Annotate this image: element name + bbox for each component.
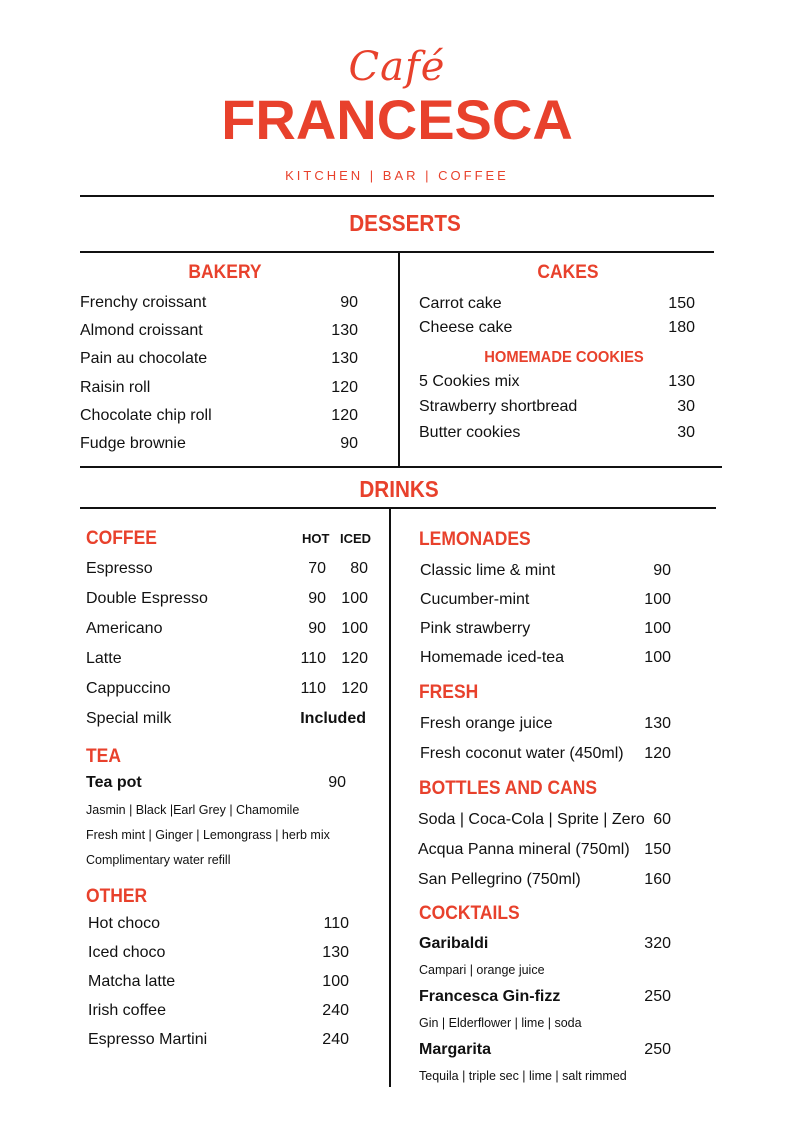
- item-name: Special milk: [86, 710, 172, 727]
- item-name: Francesca Gin-fizz: [419, 988, 561, 1005]
- item-price: 100: [644, 649, 671, 666]
- tea-row: [86, 774, 346, 794]
- item-name: Cucumber-mint: [420, 591, 530, 608]
- item-name: Pain au chocolate: [80, 350, 208, 367]
- item-name: San Pellegrino (750ml): [418, 871, 581, 888]
- item-price: 320: [644, 935, 671, 952]
- menu-item-row: [88, 915, 349, 935]
- other-title: OTHER: [86, 886, 148, 907]
- menu-item-row: [419, 988, 671, 1008]
- menu-item-row: [420, 649, 671, 669]
- item-price: 150: [644, 841, 671, 858]
- item-note: Campari | orange juice: [419, 963, 545, 977]
- menu-item-row: [420, 620, 671, 640]
- menu-item-row: [419, 398, 695, 418]
- item-name: Butter cookies: [419, 424, 521, 441]
- item-price: 120: [331, 407, 358, 424]
- menu-item-row: [80, 322, 358, 342]
- menu-item-row: [86, 650, 376, 670]
- menu-item-row: [80, 379, 358, 399]
- item-price: 30: [677, 424, 695, 441]
- item-name: Cappuccino: [86, 680, 171, 697]
- item-name: Cheese cake: [419, 319, 513, 336]
- item-name: Almond croissant: [80, 322, 203, 339]
- coffee-hot-header: HOT: [302, 531, 330, 546]
- item-name: Double Espresso: [86, 590, 208, 607]
- item-price: 120: [644, 745, 671, 762]
- divider-drinks-vertical: [389, 507, 391, 1087]
- menu-item-row: [419, 1041, 671, 1061]
- item-price: 110: [300, 650, 326, 667]
- item-name: Raisin roll: [80, 379, 151, 396]
- divider-desserts: [80, 251, 714, 253]
- item-price-iced: 120: [341, 650, 368, 667]
- brand-tagline: KITCHEN | BAR | COFFEE: [285, 168, 509, 183]
- menu-item-row: [418, 871, 671, 891]
- item-price: 90: [308, 620, 326, 637]
- menu-item-row: [88, 1031, 349, 1051]
- menu-item-row: [86, 620, 376, 640]
- menu-item-row: [80, 350, 358, 370]
- lemonades-title: LEMONADES: [419, 529, 531, 550]
- item-price: 130: [644, 715, 671, 732]
- brand-name: FRANCESCA: [221, 88, 573, 151]
- menu-item-row: [420, 715, 671, 735]
- item-name: Latte: [86, 650, 122, 667]
- tea-note: Complimentary water refill: [86, 853, 231, 867]
- menu-item-row: [88, 1002, 349, 1022]
- tea-note: Fresh mint | Ginger | Lemongrass | herb mix: [86, 828, 330, 842]
- coffee-iced-header: ICED: [340, 531, 372, 546]
- item-name: Strawberry shortbread: [419, 398, 578, 415]
- item-price: 90: [340, 294, 358, 311]
- item-price: 90: [328, 774, 346, 791]
- menu-item-row: [80, 407, 358, 427]
- menu-item-row: [86, 560, 376, 580]
- item-name: Americano: [86, 620, 163, 637]
- divider-desserts-vertical: [398, 251, 400, 468]
- item-name: Espresso: [86, 560, 153, 577]
- menu-item-row: [419, 424, 695, 444]
- item-price: Included: [300, 710, 366, 727]
- item-price: 100: [644, 591, 671, 608]
- menu-item-row: [420, 745, 671, 765]
- item-name: Acqua Panna mineral (750ml): [418, 841, 630, 858]
- menu-item-row: [80, 435, 358, 455]
- item-name: Irish coffee: [88, 1002, 166, 1019]
- menu-item-row: [419, 295, 695, 315]
- item-name: Soda | Coca-Cola | Sprite | Zero: [418, 811, 645, 828]
- item-price: 100: [644, 620, 671, 637]
- item-price-iced: 100: [341, 590, 368, 607]
- item-name: Fresh coconut water (450ml): [420, 745, 624, 762]
- item-price: 90: [308, 590, 326, 607]
- bottles-title: BOTTLES AND CANS: [419, 778, 598, 799]
- menu-item-row: [418, 811, 671, 831]
- item-price: 250: [644, 988, 671, 1005]
- item-price: 90: [653, 562, 671, 579]
- item-note: Tequila | triple sec | lime | salt rimmed: [419, 1069, 627, 1083]
- item-price: 130: [331, 350, 358, 367]
- menu-item-row: [420, 591, 671, 611]
- cocktails-title: COCKTAILS: [419, 903, 520, 924]
- coffee-special-row: [86, 710, 376, 730]
- item-price-iced: 80: [350, 560, 368, 577]
- cookies-title: HOMEMADE COOKIES: [484, 349, 644, 366]
- desserts-title: DESSERTS: [349, 210, 461, 236]
- menu-item-row: [86, 680, 376, 700]
- item-price: 150: [668, 295, 695, 312]
- menu-item-row: [418, 841, 671, 861]
- item-name: Carrot cake: [419, 295, 502, 312]
- item-price: 160: [644, 871, 671, 888]
- item-name: Fudge brownie: [80, 435, 186, 452]
- item-price-iced: 100: [341, 620, 368, 637]
- item-price: 180: [668, 319, 695, 336]
- menu-item-row: [419, 373, 695, 393]
- tea-note: Jasmin | Black |Earl Grey | Chamomile: [86, 803, 300, 817]
- menu-item-row: [419, 935, 671, 955]
- item-name: Matcha latte: [88, 973, 176, 990]
- item-name: Homemade iced-tea: [420, 649, 565, 666]
- menu-item-row: [80, 294, 358, 314]
- item-note: Gin | Elderflower | lime | soda: [419, 1016, 582, 1030]
- item-price: 110: [300, 680, 326, 697]
- item-price: 240: [322, 1002, 349, 1019]
- menu-item-row: [419, 319, 695, 339]
- item-name: Pink strawberry: [420, 620, 531, 637]
- item-price: 30: [677, 398, 695, 415]
- item-price: 130: [331, 322, 358, 339]
- item-name: Iced choco: [88, 944, 166, 961]
- item-price: 100: [322, 973, 349, 990]
- item-name: Fresh orange juice: [420, 715, 553, 732]
- divider-drinks: [80, 507, 716, 509]
- item-price: 110: [323, 915, 349, 932]
- item-price: 240: [322, 1031, 349, 1048]
- item-name: Hot choco: [88, 915, 161, 932]
- item-price: 60: [653, 811, 671, 828]
- coffee-title: COFFEE: [86, 528, 157, 549]
- item-name: Tea pot: [86, 774, 142, 791]
- divider-drinks-top: [80, 466, 722, 468]
- item-name: Espresso Martini: [88, 1031, 208, 1048]
- item-price-iced: 120: [341, 680, 368, 697]
- item-name: Frenchy croissant: [80, 294, 207, 311]
- item-price: 130: [668, 373, 695, 390]
- item-name: Garibaldi: [419, 935, 489, 952]
- item-name: Chocolate chip roll: [80, 407, 212, 424]
- item-name: Classic lime & mint: [420, 562, 556, 579]
- bakery-title: BAKERY: [188, 262, 262, 283]
- tea-title: TEA: [86, 746, 121, 767]
- brand-script-cafe: Café: [348, 44, 446, 90]
- menu-item-row: [88, 944, 349, 964]
- item-price: 70: [308, 560, 326, 577]
- cakes-title: CAKES: [537, 262, 599, 283]
- divider-top: [80, 195, 714, 197]
- item-name: Margarita: [419, 1041, 492, 1058]
- menu-item-row: [86, 590, 376, 610]
- menu-item-row: [420, 562, 671, 582]
- menu-item-row: [88, 973, 349, 993]
- item-price: 120: [331, 379, 358, 396]
- item-price: 130: [322, 944, 349, 961]
- item-price: 250: [644, 1041, 671, 1058]
- item-price: 90: [340, 435, 358, 452]
- drinks-title: DRINKS: [359, 476, 439, 502]
- item-name: 5 Cookies mix: [419, 373, 520, 390]
- fresh-title: FRESH: [419, 682, 479, 703]
